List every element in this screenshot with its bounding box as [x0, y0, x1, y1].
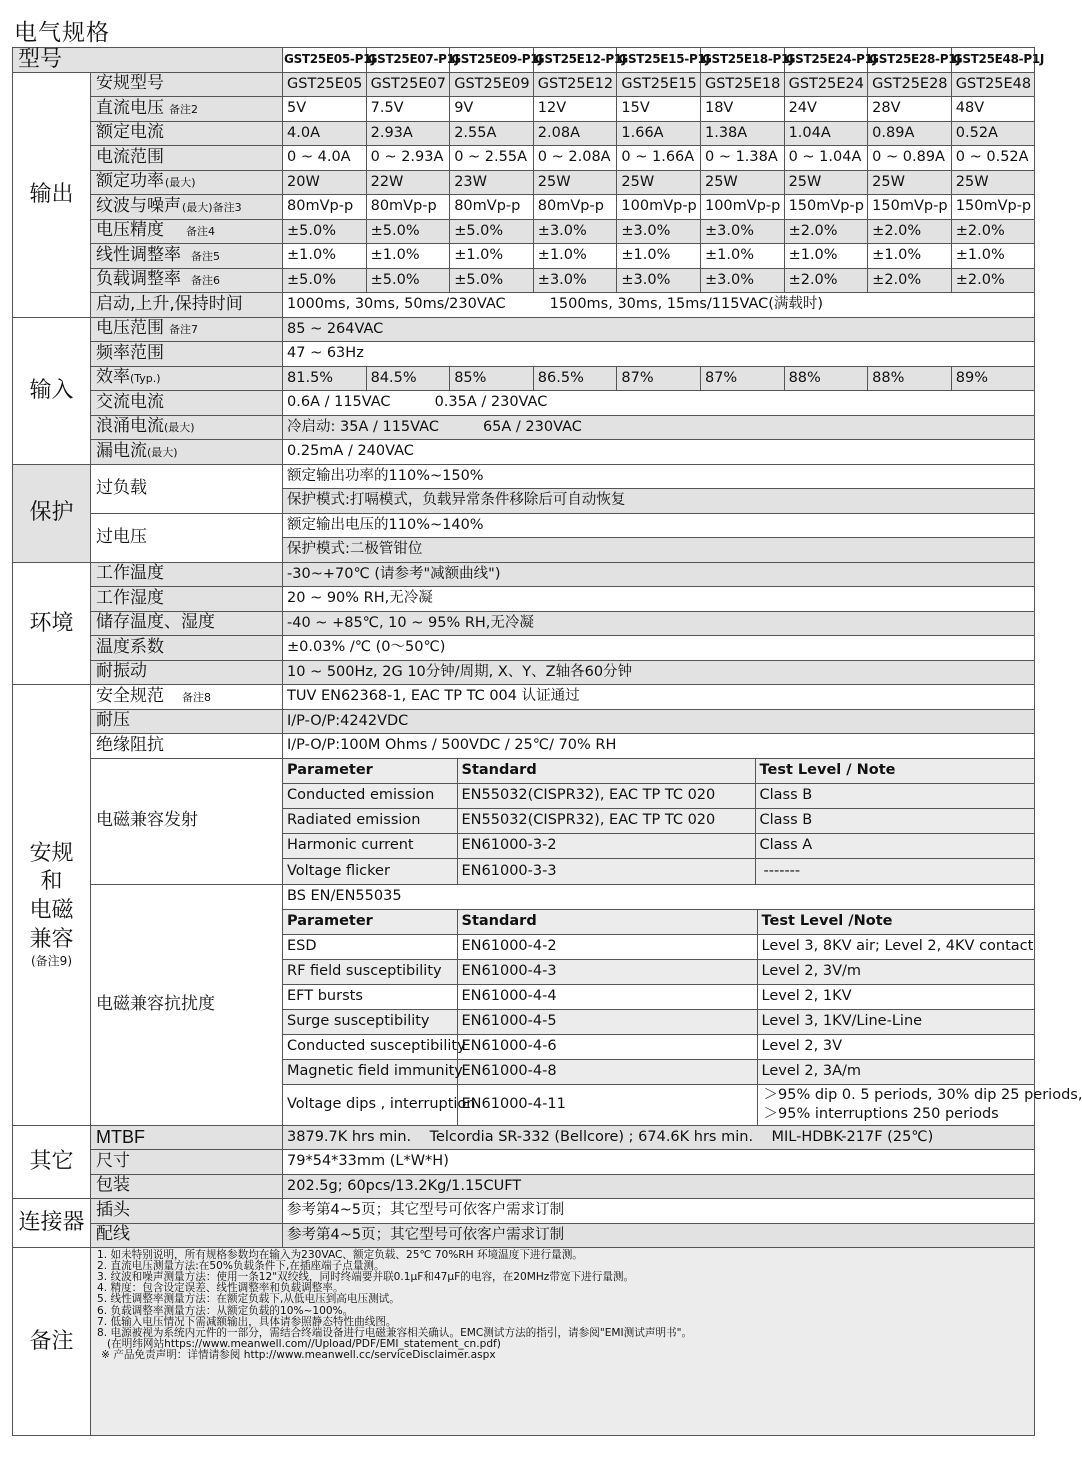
cell: 4.0A	[283, 121, 367, 146]
output-category: 输出	[13, 72, 91, 317]
model-name: GST25E18-P1J	[700, 48, 784, 73]
safety-row	[13, 734, 1035, 759]
cell: 48V	[951, 97, 1035, 122]
cell: GST25E28	[868, 72, 952, 97]
output-row	[13, 244, 1035, 269]
row-label: 过负载	[91, 464, 283, 513]
cell: GST25E15	[617, 72, 701, 97]
cell: 0 ~ 4.0A	[283, 146, 367, 171]
input-row	[13, 415, 1035, 440]
output-row	[13, 121, 1035, 146]
row-label: 电磁兼容抗扰度	[91, 884, 283, 1125]
cell: 25W	[784, 170, 868, 195]
cell: -30~+70℃ (请参考"减额曲线")	[283, 562, 1035, 587]
env-row	[13, 636, 1035, 661]
model-name: GST25E48-P1J	[951, 48, 1035, 73]
cell: ±1.0%	[450, 244, 534, 269]
row-label: 交流电流	[91, 391, 283, 416]
others-row	[13, 1150, 1035, 1175]
input-row	[13, 317, 1035, 342]
cell: 参考第4~5页；其它型号可依客户需求订制	[283, 1223, 1035, 1248]
output-row	[13, 219, 1035, 244]
row-label: 工作湿度	[91, 587, 283, 612]
row-label: 插头	[91, 1199, 283, 1224]
cell: 0 ~ 1.38A	[700, 146, 784, 171]
cell: 84.5%	[366, 366, 450, 391]
input-row	[13, 366, 1035, 391]
cell: 额定输出电压的110%~140%	[283, 513, 1035, 538]
cell: ±2.0%	[951, 268, 1035, 293]
cell: ±5.0%	[450, 219, 534, 244]
cell: ±3.0%	[617, 268, 701, 293]
cell: 0 ~ 2.93A	[366, 146, 450, 171]
cell: 1000ms, 30ms, 50ms/230VAC 1500ms, 30ms, 15ms/115VAC(满载时)	[283, 293, 1035, 318]
cell: 25W	[700, 170, 784, 195]
emi-header: Standard	[457, 759, 755, 784]
cell: ±2.0%	[868, 268, 952, 293]
cell: 15V	[617, 97, 701, 122]
cell: ±1.0%	[533, 244, 617, 269]
cell: 202.5g; 60pcs/13.2Kg/1.15CUFT	[283, 1174, 1035, 1199]
cell: 10 ~ 500Hz, 2G 10分钟/周期, X、Y、Z轴各60分钟	[283, 660, 1035, 685]
others-row	[13, 1174, 1035, 1199]
row-label: 安规型号	[91, 72, 283, 97]
cell: 参考第4~5页；其它型号可依客户需求订制	[283, 1199, 1035, 1224]
row-label: 耐振动	[91, 660, 283, 685]
ems-table-cell	[283, 884, 1082, 1125]
cell: ±2.0%	[784, 219, 868, 244]
ems-data-row: RF field susceptibility EN61000-4-3 Level 2, 3V/m	[283, 960, 1034, 985]
cell: ±3.0%	[617, 219, 701, 244]
emi-data-row: Radiated emission EN55032(CISPR32), EAC TP TC 020 Class B	[283, 809, 1034, 834]
emi-data-row: Conducted emission EN55032(CISPR32), EAC TP TC 020 Class B	[283, 784, 1034, 809]
cell: ±3.0%	[700, 268, 784, 293]
cell: 80mVp-p	[533, 195, 617, 220]
row-label: 线性调整率 备注5	[91, 244, 283, 269]
cell: 0.89A	[868, 121, 952, 146]
protection-row	[13, 513, 1035, 538]
env-row	[13, 611, 1035, 636]
row-label: 安全规范 备注8	[91, 685, 283, 710]
cell: 100mVp-p	[617, 195, 701, 220]
cell: 88%	[868, 366, 952, 391]
cell: 12V	[533, 97, 617, 122]
cell: 0.52A	[951, 121, 1035, 146]
ems-header: Standard	[457, 910, 757, 935]
row-label: 漏电流(最大)	[91, 440, 283, 465]
model-header-row	[13, 48, 1035, 73]
protection-category: 保护	[13, 464, 91, 562]
cell: 85%	[450, 366, 534, 391]
note-line: 6. 负载调整率测量方法：从额定负载的10%~100%。	[97, 1304, 354, 1317]
row-label: MTBF	[91, 1125, 283, 1150]
emi-data-row: Harmonic current EN61000-3-2 Class A	[283, 834, 1034, 859]
cell: 0 ~ 0.52A	[951, 146, 1035, 171]
cell: 3879.7K hrs min. Telcordia SR-332 (Bellcore) ; 674.6K hrs min. MIL-HDBK-217F (25℃)	[283, 1125, 1035, 1150]
cell: 150mVp-p	[784, 195, 868, 220]
spec-table	[12, 47, 1082, 1436]
protection-row	[13, 464, 1035, 489]
cell: 0 ~ 0.89A	[868, 146, 952, 171]
env-row	[13, 587, 1035, 612]
input-row	[13, 440, 1035, 465]
input-category: 输入	[13, 317, 91, 464]
cell: 0 ~ 2.55A	[450, 146, 534, 171]
cell: 25W	[533, 170, 617, 195]
cell: 81.5%	[283, 366, 367, 391]
note-line: (在明纬网站https://www.meanwell.com//Upload/PDF/EMI_statement_cn.pdf)	[107, 1337, 501, 1350]
model-name: GST25E12-P1J	[533, 48, 617, 73]
cell: 1.66A	[617, 121, 701, 146]
cell: 0 ~ 2.08A	[533, 146, 617, 171]
input-row	[13, 342, 1035, 367]
cell: I/P-O/P:100M Ohms / 500VDC / 25℃/ 70% RH	[283, 734, 1035, 759]
connector-row	[13, 1199, 1035, 1224]
cell: 2.08A	[533, 121, 617, 146]
cell: 150mVp-p	[951, 195, 1035, 220]
cell: 2.93A	[366, 121, 450, 146]
ems-data-row: EFT bursts EN61000-4-4 Level 2, 1KV	[283, 985, 1034, 1010]
row-label: 电磁兼容发射	[91, 758, 283, 884]
cell: ±2.0%	[868, 219, 952, 244]
cell: ±3.0%	[533, 219, 617, 244]
model-name: GST25E24-P1J	[784, 48, 868, 73]
output-row	[13, 293, 1035, 318]
row-label: 耐压	[91, 709, 283, 734]
cell: 100mVp-p	[700, 195, 784, 220]
cell: ±0.03% /℃ (0～50℃)	[283, 636, 1035, 661]
cell: GST25E48	[951, 72, 1035, 97]
row-label: 效率(Typ.)	[91, 366, 283, 391]
output-row	[13, 170, 1035, 195]
cell: ±1.0%	[366, 244, 450, 269]
cell: 0 ~ 1.04A	[784, 146, 868, 171]
ems-data-row: Surge susceptibility EN61000-4-5 Level 3, 1KV/Line-Line	[283, 1010, 1034, 1035]
emi-row	[13, 758, 1035, 884]
cell: GST25E05	[283, 72, 367, 97]
cell: 2.55A	[450, 121, 534, 146]
model-name: GST25E07-P1J	[366, 48, 450, 73]
note-line: 5. 线性调整率测量方法：在额定负载下,从低电压到高电压测试。	[97, 1293, 400, 1306]
cell: TUV EN62368-1, EAC TP TC 004 认证通过	[283, 685, 1035, 710]
cell: 79*54*33mm (L*W*H)	[283, 1150, 1035, 1175]
row-label: 额定电流	[91, 121, 283, 146]
output-row	[13, 97, 1035, 122]
cell: 0.6A / 115VAC 0.35A / 230VAC	[283, 391, 1035, 416]
note-line: 8. 电源被视为系统内元件的一部分，需结合终端设备进行电磁兼容相关确认。EMC测试方法的指引，请参阅"EMI测试声明书"。	[97, 1326, 693, 1339]
cell: ±5.0%	[450, 268, 534, 293]
cell: 80mVp-p	[450, 195, 534, 220]
row-label: 配线	[91, 1223, 283, 1248]
cell: 80mVp-p	[283, 195, 367, 220]
cell: 86.5%	[533, 366, 617, 391]
row-label: 绝缘阻抗	[91, 734, 283, 759]
cell: ±1.0%	[700, 244, 784, 269]
output-row	[13, 72, 1035, 97]
model-label: 型号	[13, 48, 283, 73]
cell: GST25E09	[450, 72, 534, 97]
model-name: GST25E15-P1J	[617, 48, 701, 73]
row-label: 储存温度、湿度	[91, 611, 283, 636]
row-label: 频率范围	[91, 342, 283, 367]
notes-list	[91, 1248, 1035, 1436]
cell: ±2.0%	[951, 219, 1035, 244]
cell: ±5.0%	[366, 268, 450, 293]
safety-row	[13, 709, 1035, 734]
note-line: 3. 纹波和噪声测量方法：使用一条12"双绞线，同时终端要并联0.1μF和47μF的电容，在20MHz带宽下进行量测。	[97, 1271, 635, 1284]
cell: 0 ~ 1.66A	[617, 146, 701, 171]
note-line: 4. 精度：包含设定误差、线性调整率和负载调整率。	[97, 1282, 344, 1295]
cell: ±5.0%	[283, 219, 367, 244]
page-title: 电气规格	[14, 20, 110, 46]
emi-header: Parameter	[287, 762, 373, 779]
cell: I/P-O/P:4242VDC	[283, 709, 1035, 734]
row-label: 尺寸	[91, 1150, 283, 1175]
connector-row	[13, 1223, 1035, 1248]
cell: 25W	[951, 170, 1035, 195]
cell: 24V	[784, 97, 868, 122]
cell: 28V	[868, 97, 952, 122]
model-name: GST25E09-P1J	[450, 48, 534, 73]
output-row	[13, 195, 1035, 220]
row-label: 包装	[91, 1174, 283, 1199]
row-label: 温度系数	[91, 636, 283, 661]
cell: 保护模式:二极管钳位	[283, 538, 1035, 563]
others-category: 其它	[13, 1125, 91, 1199]
cell: 9V	[450, 97, 534, 122]
cell: 25W	[868, 170, 952, 195]
env-row	[13, 562, 1035, 587]
cell: 25W	[617, 170, 701, 195]
note-line: 1. 如未特别说明，所有规格参数均在输入为230VAC、额定负载、25℃ 70%RH 环境温度下进行量测。	[97, 1249, 583, 1261]
cell: 87%	[700, 366, 784, 391]
cell: 1.38A	[700, 121, 784, 146]
ems-data-row: Voltage dips , interruption EN61000-4-11 ＞95% dip 0. 5 periods, 30% dip 25 periods, ＞95% interruptions 250 periods	[283, 1085, 1034, 1125]
cell: 22W	[366, 170, 450, 195]
row-label: 额定功率(最大)	[91, 170, 283, 195]
input-row	[13, 391, 1035, 416]
row-label: 浪涌电流(最大)	[91, 415, 283, 440]
row-label: 电压范围 备注7	[91, 317, 283, 342]
cell: 88%	[784, 366, 868, 391]
cell: 87%	[617, 366, 701, 391]
cell: ±1.0%	[784, 244, 868, 269]
model-name: GST25E28-P1J	[868, 48, 952, 73]
output-row	[13, 268, 1035, 293]
cell: ±3.0%	[533, 268, 617, 293]
env-row	[13, 660, 1035, 685]
cell: 47 ~ 63Hz	[283, 342, 1035, 367]
cell: 20W	[283, 170, 367, 195]
cell: ±1.0%	[283, 244, 367, 269]
model-name: GST25E05-P1J	[283, 48, 367, 73]
row-label: 启动,上升,保持时间	[91, 293, 283, 318]
note-line: 7. 低输入电压情况下需减额输出，具体请参照静态特性曲线图。	[97, 1315, 397, 1328]
row-label: 直流电压 备注2	[91, 97, 283, 122]
cell: 冷启动: 35A / 115VAC 65A / 230VAC	[283, 415, 1035, 440]
cell: ±1.0%	[868, 244, 952, 269]
ems-data-row: ESD EN61000-4-2 Level 3, 8KV air; Level 2, 4KV contact	[283, 935, 1034, 960]
ems-data-row: Magnetic field immunity EN61000-4-8 Level 2, 3A/m	[283, 1060, 1034, 1085]
cell: ±1.0%	[951, 244, 1035, 269]
cell: GST25E12	[533, 72, 617, 97]
cell: 额定输出功率的110%~150%	[283, 464, 1035, 489]
cell: ±2.0%	[784, 268, 868, 293]
ems-header: Parameter	[283, 910, 457, 935]
others-row	[13, 1125, 1035, 1150]
safety-row	[13, 685, 1035, 710]
cell: ±3.0%	[700, 219, 784, 244]
cell: 1.04A	[784, 121, 868, 146]
row-label: 纹波与噪声(最大)备注3	[91, 195, 283, 220]
row-label: 过电压	[91, 513, 283, 562]
cell: -40 ~ +85℃, 10 ~ 95% RH,无冷凝	[283, 611, 1035, 636]
ems-header: Test Level /Note	[757, 910, 1034, 935]
note-line: 2. 直流电压测量方法:在50%负载条件下,在插座端子点量测。	[97, 1260, 385, 1273]
ems-table	[283, 885, 1082, 1125]
safety-emc-category: 安规 和 电磁 兼容 (备注9)	[13, 685, 91, 1126]
cell: 23W	[450, 170, 534, 195]
row-label: 电压精度 备注4	[91, 219, 283, 244]
notes-row	[13, 1248, 1035, 1436]
notes-category: 备注	[13, 1248, 91, 1436]
cell: ±5.0%	[283, 268, 367, 293]
cell: GST25E24	[784, 72, 868, 97]
cell: GST25E07	[366, 72, 450, 97]
cell: 7.5V	[366, 97, 450, 122]
emi-data-row: Voltage flicker EN61000-3-3 -------	[283, 859, 1034, 884]
cell: 80mVp-p	[366, 195, 450, 220]
row-label: 电流范围	[91, 146, 283, 171]
cell: 18V	[700, 97, 784, 122]
cell: 89%	[951, 366, 1035, 391]
cell: 20 ~ 90% RH,无冷凝	[283, 587, 1035, 612]
cell: 85 ~ 264VAC	[283, 317, 1035, 342]
cell: GST25E18	[700, 72, 784, 97]
ems-standard-note: BS EN/EN55035	[287, 888, 402, 905]
note-line: ※ 产品免责声明：详情请参阅 http://www.meanwell.cc/serviceDisclaimer.aspx	[101, 1348, 496, 1361]
cell: 5V	[283, 97, 367, 122]
ems-data-row: Conducted susceptibility EN61000-4-6 Level 2, 3V	[283, 1035, 1034, 1060]
cell: 0.25mA / 240VAC	[283, 440, 1035, 465]
emi-table-cell	[283, 758, 1035, 884]
row-label: 工作温度	[91, 562, 283, 587]
row-label: 负载调整率 备注6	[91, 268, 283, 293]
env-category: 环境	[13, 562, 91, 685]
cell: ±5.0%	[366, 219, 450, 244]
cell: ±1.0%	[617, 244, 701, 269]
emi-table	[283, 759, 1034, 884]
cell: 150mVp-p	[868, 195, 952, 220]
output-row	[13, 146, 1035, 171]
connector-category: 连接器	[13, 1199, 91, 1248]
ems-row	[13, 884, 1035, 1125]
emi-header: Test Level / Note	[755, 759, 1034, 784]
cell: 保护模式:打嗝模式，负载异常条件移除后可自动恢复	[283, 489, 1035, 514]
